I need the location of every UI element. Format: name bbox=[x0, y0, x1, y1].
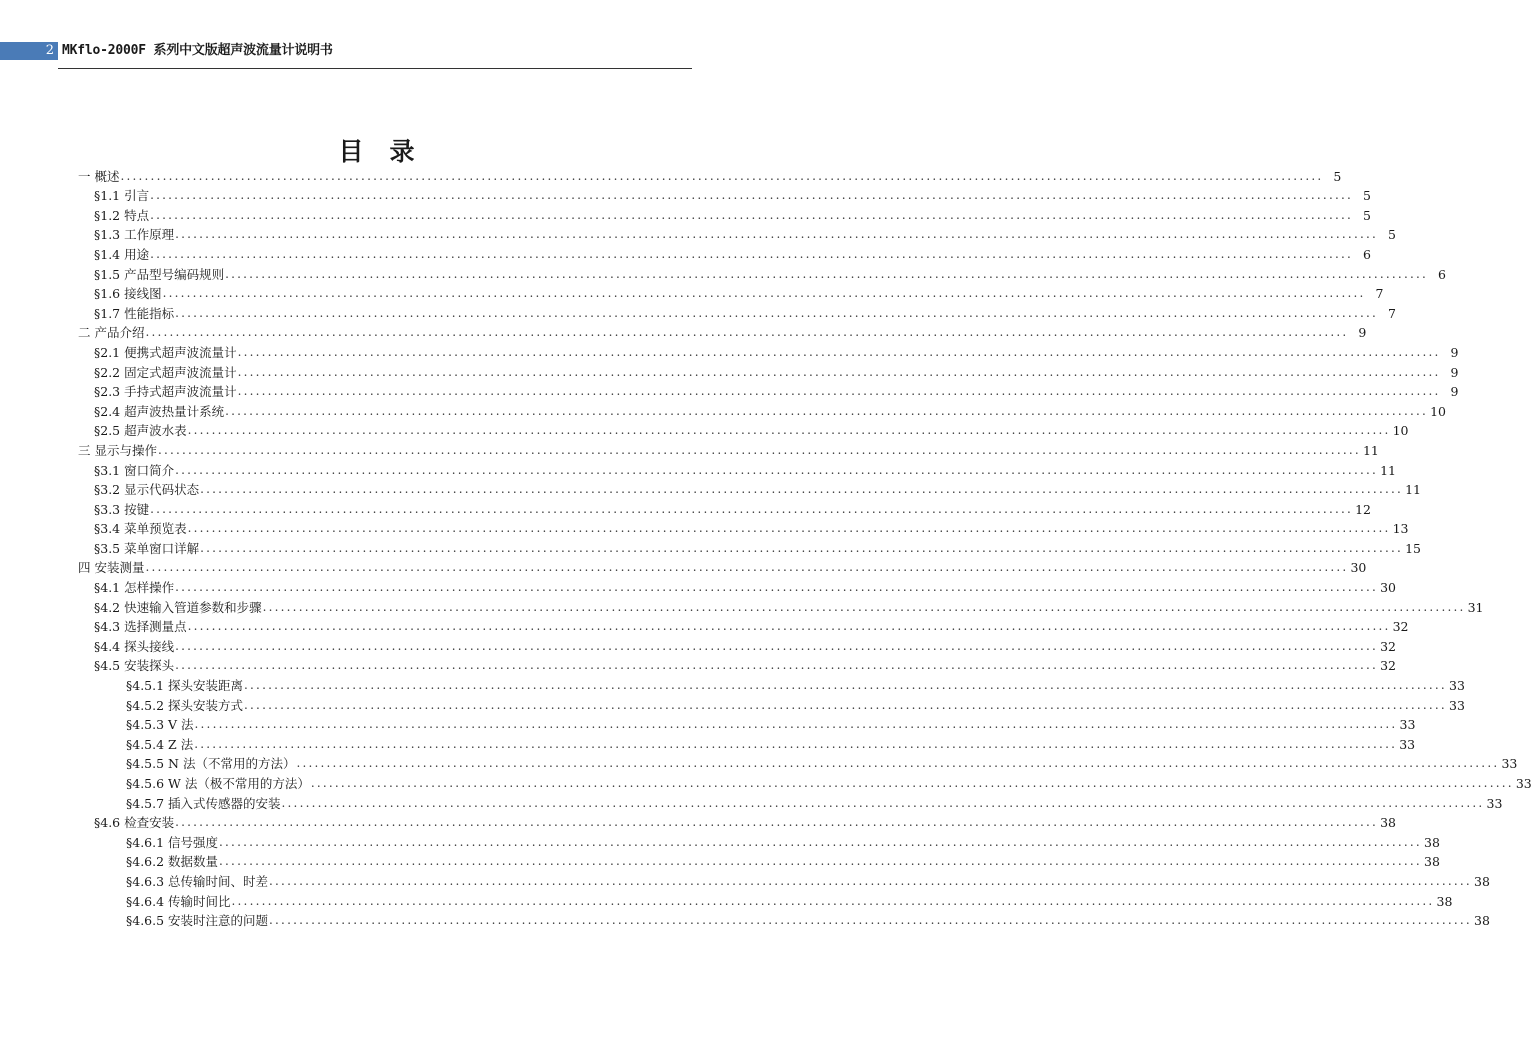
toc-entry[interactable] bbox=[94, 595, 1484, 615]
toc-entry-label: §2.1 便携式超声波流量计 bbox=[94, 344, 237, 360]
toc-entry-label: 二 产品介绍 bbox=[78, 325, 145, 341]
toc-entry[interactable] bbox=[126, 830, 1440, 850]
toc-entry-page: 6 bbox=[1363, 246, 1371, 262]
toc-entry[interactable] bbox=[94, 478, 1421, 498]
toc-entry-label: §2.3 手持式超声波流量计 bbox=[94, 384, 237, 400]
toc-entry[interactable] bbox=[94, 536, 1421, 556]
toc-entry-label: §4.5.7 插入式传感器的安装 bbox=[126, 795, 281, 811]
toc-entry-label: §4.5 安装探头 bbox=[94, 658, 175, 674]
toc-entry-label: §1.5 产品型号编码规则 bbox=[94, 266, 225, 282]
toc-dot-leader: ........................................................................................................................................................................................................ bbox=[281, 795, 1485, 810]
toc-dot-leader: ........................................................................................................................................................................................................ bbox=[175, 462, 1378, 477]
toc-entry-page: 38 bbox=[1380, 815, 1396, 831]
toc-entry[interactable] bbox=[94, 634, 1396, 654]
toc-entry-page: 38 bbox=[1474, 873, 1490, 889]
toc-entry-label: 一 概述 bbox=[78, 168, 120, 184]
toc-dot-leader: ........................................................................................................................................................................................................ bbox=[187, 423, 1391, 438]
toc-entry[interactable] bbox=[78, 164, 1342, 184]
toc-entry-label: §3.4 菜单预览表 bbox=[94, 521, 187, 537]
toc-dot-leader: ........................................................................................................................................................................................................ bbox=[175, 638, 1378, 653]
toc-entry-page: 5 bbox=[1333, 168, 1342, 184]
toc-entry[interactable] bbox=[126, 869, 1490, 889]
header-rule bbox=[58, 68, 692, 69]
toc-entry[interactable] bbox=[94, 184, 1371, 204]
toc-entry-page: 11 bbox=[1380, 462, 1396, 478]
toc-entry[interactable] bbox=[126, 693, 1465, 713]
toc-entry[interactable] bbox=[94, 399, 1446, 419]
toc-entry-label: §4.5.4 Z 法 bbox=[126, 736, 194, 752]
toc-dot-leader: ........................................................................................................................................................................................................ bbox=[150, 207, 1353, 222]
toc-dot-leader: ........................................................................................................................................................................................................ bbox=[150, 246, 1353, 261]
toc-entry[interactable] bbox=[126, 732, 1416, 752]
toc-entry-label: 三 显示与操作 bbox=[78, 442, 157, 458]
toc-entry-label: §4.1 怎样操作 bbox=[94, 580, 175, 596]
toc-dot-leader: ........................................................................................................................................................................................................ bbox=[262, 599, 1466, 614]
toc-dot-leader: ........................................................................................................................................................................................................ bbox=[187, 619, 1391, 634]
page-header bbox=[0, 40, 692, 70]
toc-entry[interactable] bbox=[94, 458, 1396, 478]
toc-entry-label: §1.7 性能指标 bbox=[94, 305, 175, 321]
toc-entry-label: §4.5.6 W 法（极不常用的方法） bbox=[126, 776, 310, 791]
toc-entry[interactable] bbox=[94, 654, 1396, 674]
toc-entry[interactable] bbox=[78, 438, 1379, 458]
toc-entry[interactable] bbox=[126, 791, 1503, 811]
toc-dot-leader: ........................................................................................................................................................................................................ bbox=[150, 501, 1353, 516]
toc-entry-label: §4.6.2 数据数量 bbox=[126, 854, 219, 870]
toc-entry-page: 9 bbox=[1450, 344, 1459, 360]
toc-entry-page: 38 bbox=[1474, 913, 1490, 929]
table-of-contents bbox=[0, 164, 1532, 929]
toc-entry[interactable] bbox=[78, 556, 1367, 576]
toc-entry-page: 9 bbox=[1358, 325, 1367, 341]
toc-entry[interactable] bbox=[94, 419, 1409, 439]
toc-dot-leader: ........................................................................................................................................................................................................ bbox=[296, 756, 1500, 771]
toc-entry[interactable] bbox=[94, 517, 1409, 537]
toc-entry-page: 10 bbox=[1430, 403, 1446, 419]
toc-dot-leader: ........................................................................................................................................................................................................ bbox=[310, 776, 1514, 790]
toc-entry-page: 38 bbox=[1424, 834, 1440, 850]
toc-entry-label: §4.3 选择测量点 bbox=[94, 619, 187, 635]
toc-dot-leader: ........................................................................................................................................................................................................ bbox=[225, 266, 1428, 281]
toc-entry-page: 11 bbox=[1362, 442, 1379, 458]
toc-dot-leader: ........................................................................................................................................................................................................ bbox=[219, 854, 1422, 869]
toc-entry[interactable] bbox=[94, 360, 1459, 380]
toc-entry[interactable] bbox=[94, 203, 1371, 223]
toc-entry-label: §2.5 超声波水表 bbox=[94, 423, 187, 439]
toc-entry-page: 30 bbox=[1380, 580, 1396, 596]
toc-entry-page: 6 bbox=[1438, 266, 1446, 282]
toc-entry[interactable] bbox=[94, 340, 1459, 360]
toc-entry-page: 33 bbox=[1399, 717, 1416, 733]
toc-dot-leader: ........................................................................................................................................................................................................ bbox=[175, 658, 1378, 673]
toc-entry[interactable] bbox=[94, 242, 1371, 262]
toc-dot-leader: ........................................................................................................................................................................................................ bbox=[269, 913, 1472, 928]
toc-entry-label: §2.2 固定式超声波流量计 bbox=[94, 364, 237, 380]
toc-title: 目录 bbox=[338, 137, 441, 166]
toc-dot-leader: ........................................................................................................................................................................................................ bbox=[175, 580, 1378, 595]
toc-entry-label: §1.2 特点 bbox=[94, 207, 150, 223]
toc-entry-label: §3.2 显示代码状态 bbox=[94, 482, 200, 498]
toc-entry-page: 38 bbox=[1424, 854, 1440, 870]
toc-dot-leader: ........................................................................................................................................................................................................ bbox=[175, 815, 1378, 830]
toc-entry-page: 30 bbox=[1350, 560, 1367, 576]
toc-dot-leader: ........................................................................................................................................................................................................ bbox=[162, 286, 1366, 301]
toc-entry-page: 11 bbox=[1405, 482, 1421, 498]
toc-entry-page: 7 bbox=[1375, 286, 1384, 302]
toc-entry[interactable] bbox=[126, 673, 1465, 694]
toc-entry[interactable] bbox=[94, 380, 1459, 400]
toc-entry-label: §1.1 引言 bbox=[94, 188, 150, 204]
toc-dot-leader: ........................................................................................................................................................................................................ bbox=[269, 873, 1472, 888]
toc-entry-label: §4.6 检查安装 bbox=[94, 815, 175, 831]
toc-dot-leader: ........................................................................................................................................................................................................ bbox=[237, 384, 1441, 399]
toc-entry-page: 5 bbox=[1388, 227, 1396, 243]
toc-entry[interactable] bbox=[126, 850, 1440, 870]
toc-entry-label: §1.4 用途 bbox=[94, 246, 150, 262]
toc-entry-page: 9 bbox=[1450, 364, 1459, 380]
toc-dot-leader: ........................................................................................................................................................................................................ bbox=[194, 736, 1398, 751]
toc-entry-page: 7 bbox=[1388, 305, 1396, 321]
toc-entry-page: 15 bbox=[1405, 540, 1421, 556]
toc-entry[interactable] bbox=[126, 771, 1532, 791]
toc-entry-label: §3.5 菜单窗口详解 bbox=[94, 540, 200, 556]
toc-entry-label: §4.6.5 安装时注意的问题 bbox=[126, 913, 269, 929]
toc-entry[interactable] bbox=[94, 282, 1384, 302]
toc-entry-label: §3.1 窗口简介 bbox=[94, 462, 175, 478]
toc-entry-label: §4.6.3 总传输时间、时差 bbox=[126, 873, 269, 889]
toc-entry[interactable] bbox=[94, 497, 1371, 517]
toc-entry-page: 13 bbox=[1392, 521, 1409, 537]
toc-entry-label: §4.2 快速输入管道参数和步骤 bbox=[94, 599, 262, 615]
toc-dot-leader: ........................................................................................................................................................................................................ bbox=[200, 540, 1403, 555]
toc-entry-label: §4.4 探头接线 bbox=[94, 638, 175, 654]
toc-entry[interactable] bbox=[94, 223, 1396, 243]
toc-dot-leader: ........................................................................................................................................................................................................ bbox=[237, 364, 1441, 379]
toc-dot-leader: ........................................................................................................................................................................................................ bbox=[145, 560, 1349, 575]
toc-entry-label: §4.5.1 探头安装距离 bbox=[126, 678, 244, 694]
toc-entry-page: 32 bbox=[1392, 619, 1409, 635]
toc-dot-leader: ........................................................................................................................................................................................................ bbox=[150, 188, 1353, 203]
toc-dot-leader: ........................................................................................................................................................................................................ bbox=[225, 403, 1428, 418]
toc-entry[interactable] bbox=[126, 909, 1490, 929]
toc-dot-leader: ........................................................................................................................................................................................................ bbox=[244, 678, 1447, 693]
toc-dot-leader: ........................................................................................................................................................................................................ bbox=[194, 717, 1398, 732]
page-number: 2 bbox=[0, 42, 58, 60]
toc-entry-page: 33 bbox=[1399, 736, 1416, 752]
toc-entry-label: §4.5.2 探头安装方式 bbox=[126, 697, 244, 713]
toc-entry-page: 10 bbox=[1392, 423, 1409, 439]
toc-entry[interactable] bbox=[94, 262, 1446, 282]
toc-entry[interactable] bbox=[126, 713, 1416, 733]
toc-entry-page: 31 bbox=[1467, 599, 1484, 615]
toc-entry-page: 32 bbox=[1380, 658, 1396, 674]
document-title: MKflo-2000F 系列中文版超声波流量计说明书 bbox=[62, 43, 333, 58]
toc-entry-page: 33 bbox=[1449, 678, 1465, 694]
toc-entry[interactable] bbox=[94, 575, 1396, 596]
toc-dot-leader: ........................................................................................................................................................................................................ bbox=[175, 305, 1378, 320]
toc-dot-leader: ........................................................................................................................................................................................................ bbox=[219, 834, 1422, 849]
toc-entry-page: 5 bbox=[1363, 207, 1371, 223]
toc-entry-label: §2.4 超声波热量计系统 bbox=[94, 403, 225, 419]
toc-dot-leader: ........................................................................................................................................................................................................ bbox=[187, 521, 1391, 536]
toc-entry[interactable] bbox=[94, 301, 1396, 321]
toc-entry-label: 四 安装测量 bbox=[78, 560, 145, 576]
toc-dot-leader: ........................................................................................................................................................................................................ bbox=[157, 442, 1361, 457]
toc-entry-page: 32 bbox=[1380, 638, 1396, 654]
toc-entry-page: 33 bbox=[1501, 756, 1518, 772]
toc-entry-page: 38 bbox=[1436, 893, 1453, 909]
toc-entry-page: 33 bbox=[1486, 795, 1503, 811]
toc-entry-label: §4.6.4 传输时间比 bbox=[126, 893, 231, 909]
toc-dot-leader: ........................................................................................................................................................................................................ bbox=[244, 697, 1447, 712]
toc-entry[interactable] bbox=[94, 615, 1409, 635]
toc-dot-leader: ........................................................................................................................................................................................................ bbox=[200, 482, 1403, 497]
toc-entry-page: 33 bbox=[1515, 776, 1532, 791]
toc-entry-page: 9 bbox=[1450, 384, 1459, 400]
toc-entry-label: §1.3 工作原理 bbox=[94, 227, 175, 243]
toc-entry[interactable] bbox=[94, 811, 1396, 831]
toc-dot-leader: ........................................................................................................................................................................................................ bbox=[145, 325, 1349, 340]
toc-dot-leader: ........................................................................................................................................................................................................ bbox=[231, 893, 1435, 908]
toc-dot-leader: ........................................................................................................................................................................................................ bbox=[120, 168, 1324, 183]
toc-dot-leader: ........................................................................................................................................................................................................ bbox=[175, 227, 1378, 242]
toc-entry-label: §1.6 接线图 bbox=[94, 286, 162, 302]
toc-entry-label: §3.3 按键 bbox=[94, 501, 150, 517]
toc-entry-label: §4.5.3 V 法 bbox=[126, 717, 194, 733]
toc-entry-page: 33 bbox=[1449, 697, 1465, 713]
toc-entry-page: 12 bbox=[1355, 501, 1371, 517]
toc-entry[interactable] bbox=[126, 752, 1518, 772]
toc-dot-leader: ........................................................................................................................................................................................................ bbox=[237, 344, 1441, 359]
toc-entry-label: §4.5.5 N 法（不常用的方法） bbox=[126, 756, 296, 772]
toc-entry-label: §4.6.1 信号强度 bbox=[126, 834, 219, 850]
toc-entry[interactable] bbox=[78, 321, 1367, 341]
toc-entry[interactable] bbox=[126, 889, 1453, 909]
toc-entry-page: 5 bbox=[1363, 188, 1371, 204]
